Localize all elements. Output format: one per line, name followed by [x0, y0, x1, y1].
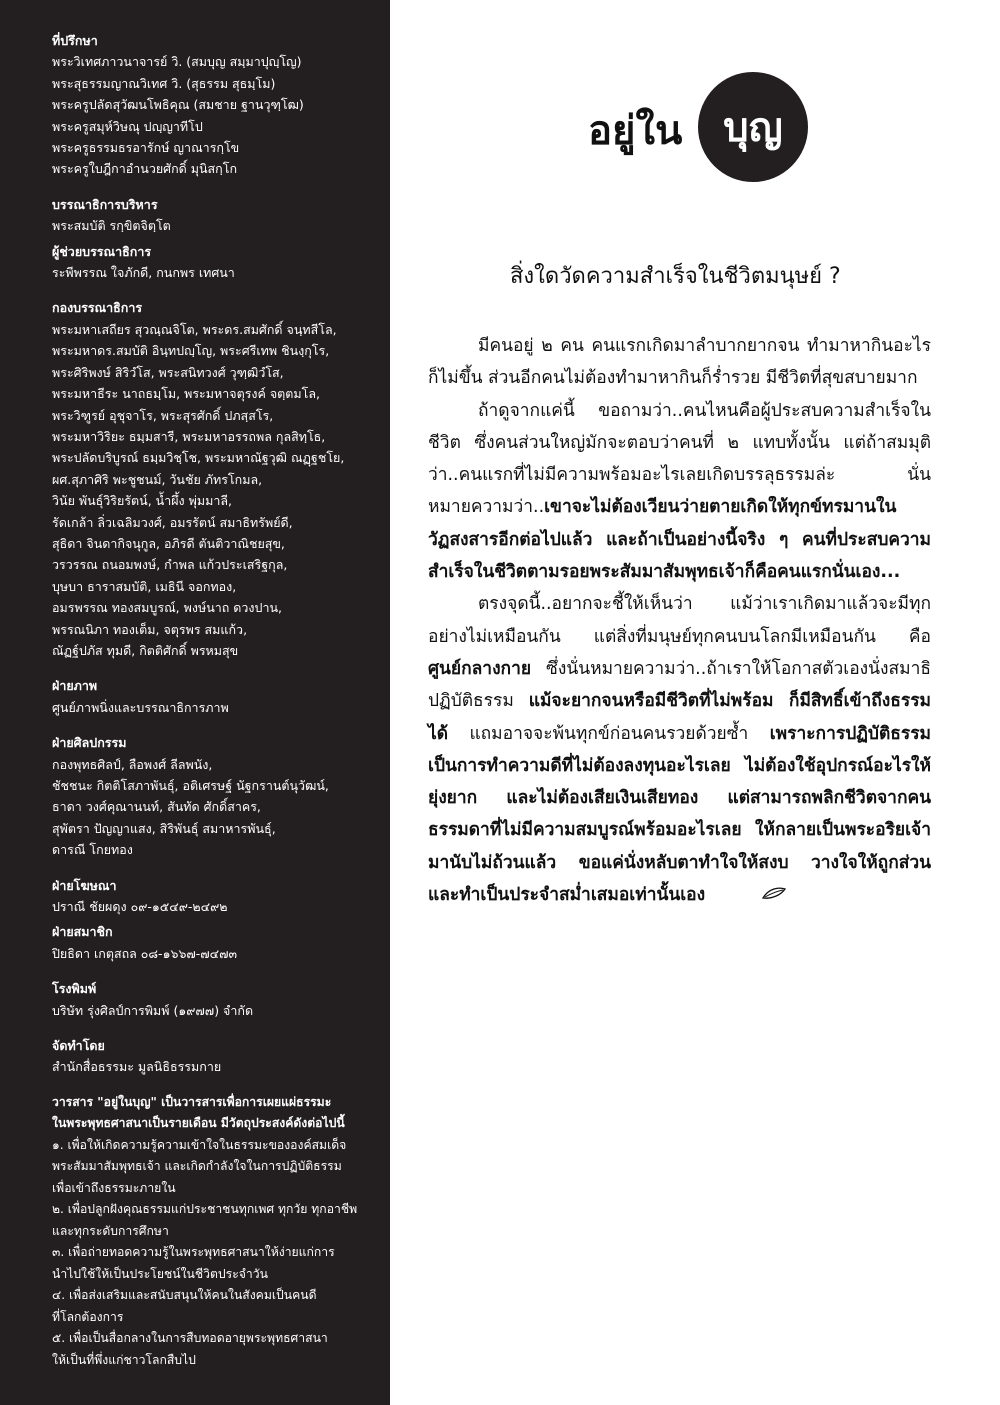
credit-line: ระพีพรรณ ใจภักดี, กนกพร เทศนา [52, 265, 235, 281]
credit-line: วรวรรณ ถนอมพงษ์, กำพล แก้วประเสริฐกุล, [52, 557, 288, 573]
section-heading: ฝ่ายโฆษณา [52, 877, 117, 893]
section-heading: ที่ปรึกษา [52, 33, 98, 48]
producer-section [52, 1035, 376, 1078]
credit-line: พรรณนิภา ทองเต็ม, จตุรพร สมแก้ว, [52, 621, 248, 637]
credit-line: บริษัท รุ่งศิลป์การพิมพ์ (๑๙๗๗) จำกัด [52, 1002, 254, 1018]
credit-line: พระครูปลัดสุวัฒนโพธิคุณ (สมชาย ฐานวุฑฺโฒ) [52, 97, 304, 113]
section-heading: ฝ่ายภาพ [52, 678, 98, 694]
credit-line: วินัย พันธุ์วิริยรัตน์, น้ำผึ้ง พุ่มมาลี, [52, 493, 232, 509]
paragraph-3-bold-a: ศูนย์กลางกาย [428, 658, 532, 679]
mission-section [52, 1092, 376, 1372]
paragraph-3-text-a: ตรงจุดนี้..อยากจะชี้ให้เห็นว่า แม้ว่าเราเกิดมาแล้วจะมีทุกอย่างไม่เหมือนกัน แต่สิ่งที่มนุษย์ทุกคนบนโลกมีเหมือนกัน คือ [428, 594, 931, 647]
credit-line: พระมหาเสถียร สุวณฺณจิโต, พระดร.สมศักดิ์ จนฺทสีโล, [52, 321, 337, 337]
credit-line: พระปลัดบริบูรณ์ ธมฺมวิชฺโช, พระมหาณัฐวุฒิ ณฏฺฐชโย, [52, 450, 345, 466]
mission-item: ๑. เพื่อให้เกิดความรู้ความเข้าใจในธรรมะขององค์สมเด็จ [52, 1137, 347, 1152]
credit-line: พระครูใบฎีกาอำนวยศักดิ์ มุนิสกฺโก [52, 161, 238, 177]
credit-line: สุพัตรา ปัญญาแสง, สิริพันธุ์ สมาหารพันธุ์, [52, 820, 276, 836]
credit-line: ผศ.สุภาศิริ พะชูชนม์, วันชัย ภัทรโกมล, [52, 471, 263, 487]
credit-line: ศูนย์ภาพนิ่งและบรรณาธิการภาพ [52, 699, 229, 715]
credit-line: ปิยธิดา เกตุสถล ๐๘-๑๖๖๗-๗๔๗๓ [52, 945, 238, 961]
paragraph-3 [428, 588, 931, 911]
leaf-end-icon [711, 879, 787, 911]
credit-line: สำนักสื่อธรรมะ มูลนิธิธรรมกาย [52, 1059, 222, 1075]
credit-line: พระสมบัติ รกฺขิตจิตฺโต [52, 218, 171, 234]
credit-line: ปราณี ชัยผดุง ๐๙-๑๕๔๙-๒๔๙๒ [52, 899, 228, 915]
photo-section [52, 675, 376, 718]
credit-line: บุษบา ธาราสมบัติ, เมธินี จอกทอง, [52, 578, 237, 594]
section-heading: จัดทำโดย [52, 1038, 105, 1054]
executive-editor-section [52, 194, 376, 237]
logo-circle-word: บุญ [723, 104, 783, 151]
credit-line: พระวิเทศภาวนาจารย์ วิ. (สมบุญ สมฺมาปุญฺโญ) [52, 54, 302, 70]
paragraph-2-bold: เขาจะไม่ต้องเวียนว่ายตายเกิดให้ทุกข์ทรมานในวัฏสงสารอีกต่อไปแล้ว และถ้าเป็นอย่างนี้จริง ๆ คนที่ประสบความสำเร็จในชีวิตตามรอยพระสัมมาสัมพุทธเจ้าก็คือคนแรกนั่นเอง... [428, 497, 931, 583]
credit-line: พระมหาธีระ นาถธมฺโม, พระมหาจตุรงค์ จตฺตมโล, [52, 386, 321, 402]
mission-heading-2: ในพระพุทธศาสนาเป็นรายเดือน มีวัตถุประสงค์ดังต่อไปนี้ [52, 1116, 345, 1131]
mission-item: เพื่อเข้าถึงธรรมะภายใน [52, 1180, 176, 1195]
credit-line: ณัฏฐ์ปภัส ทุมดี, กิตติศักดิ์ พรหมสุข [52, 642, 239, 658]
logo-word: อยู่ใน [588, 107, 683, 154]
assistant-editor-section [52, 241, 376, 284]
section-heading: โรงพิมพ์ [52, 981, 97, 997]
paragraph-2 [428, 395, 931, 589]
advertising-section [52, 875, 376, 918]
credit-line: รัดเกล้า ลิ่วเฉลิมวงศ์, อมรรัตน์ สมาธิทรัพย์ดี, [52, 514, 293, 530]
mission-item: นำไปใช้ให้เป็นประโยชน์ในชีวิตประจำวัน [52, 1266, 268, 1281]
logo-circle [698, 72, 808, 182]
sidebar-credits [0, 0, 390, 1405]
credit-line: พระครูสมุห์วิษณุ ปญฺญาทีโป [52, 118, 203, 134]
credit-line: พระสุธรรมญาณวิเทศ วิ. (สุธรรม สุธมฺโม) [52, 75, 276, 91]
section-heading: ผู้ช่วยบรรณาธิการ [52, 243, 152, 259]
credit-line: ดารณี โกยทอง [52, 842, 133, 858]
credit-line: ชัชชนะ กิตติโสภาพันธุ์, อติเศรษฐ์ นัฐกรานต์นุวัฒน์, [52, 778, 329, 793]
mission-item: และทุกระดับการศึกษา [52, 1223, 169, 1238]
section-heading: กองบรรณาธิการ [52, 300, 143, 316]
mission-heading-1: วารสาร "อยู่ในบุญ" เป็นวารสารเพื่อการเผยแผ่ธรรมะ [52, 1094, 332, 1109]
paragraph-3-text-b: ซึ่งนั่นหมายความว่า..ถ้าเราให้โอกาสตัวเองนั่งสมาธิปฏิบัติธรรม [428, 658, 931, 712]
mission-item: ๒. เพื่อปลูกฝังคุณธรรมแก่ประชาชนทุกเพศ ทุกวัย ทุกอาชีพ [52, 1202, 358, 1217]
art-section [52, 732, 376, 860]
credit-line: พระศิริพงษ์ สิริวํโส, พระสนิทวงศ์ วุฑฺฒิวํโส, [52, 364, 284, 380]
article-body [428, 330, 931, 912]
mission-item: ๓. เพื่อถ่ายทอดความรู้ในพระพุทธศาสนาให้ง่ายแก่การ [52, 1245, 335, 1260]
paragraph-1: มีคนอยู่ ๒ คน คนแรกเกิดมาลำบากยากจน ทำมาหากินอะไรก็ไม่ขึ้น ส่วนอีกคนไม่ต้องทำมาหากินก็ร่ำรวย มีชีวิตที่สุขสบายมาก [428, 336, 931, 389]
main-article [390, 0, 1000, 1405]
mission-item: ๔. เพื่อส่งเสริมและสนับสนุนให้คนในสังคมเป็นคนดี [52, 1288, 317, 1303]
credit-line: พระครูธรรมธรอารักษ์ ญาณารกฺโข [52, 140, 240, 156]
credit-line: ธาดา วงศ์คุณานนท์, สันทัด ศักดิ์สาคร, [52, 799, 261, 815]
advisors-section [52, 30, 376, 180]
paragraph-3-text-c: แถมอาจจะพ้นทุกข์ก่อนคนรวยด้วยซ้ำ [448, 723, 770, 744]
credit-line: พระมหาดร.สมบัติ อินฺทปญฺโญ, พระศรีเทพ ชินงฺกุโร, [52, 343, 330, 359]
mission-item: ให้เป็นที่พึ่งแก่ชาวโลกสืบไป [52, 1352, 196, 1367]
section-heading: ฝ่ายศิลปกรรม [52, 735, 127, 751]
credit-line: กองพุทธศิลป์, ลือพงศ์ ลีลพนัง, [52, 756, 213, 772]
mission-item: ที่โลกต้องการ [52, 1309, 124, 1324]
section-heading: บรรณาธิการบริหาร [52, 196, 158, 212]
credit-line: พระมหาวิริยะ ธมฺมสารี, พระมหาอรรถพล กุลสิทฺโธ, [52, 428, 326, 444]
section-heading: ฝ่ายสมาชิก [52, 924, 113, 940]
printer-section [52, 978, 376, 1021]
paragraph-3-bold-b: แม้จะยากจนหรือมีชีวิตที่ไม่พร้อม ก็มีสิทธิ์เข้าถึงธรรมได้ [428, 691, 931, 744]
article-title: สิ่งใดวัดความสำเร็จในชีวิตมนุษย์ ? [510, 264, 841, 289]
credit-line: พระวิฑูรย์ อุชุจาโร, พระสุรศักดิ์ ปภสฺสโร, [52, 407, 274, 423]
credit-line: สุธิดา จินดากิจนุกูล, อภิรดี ตันติวาณิชยสุข, [52, 535, 285, 551]
paragraph-3-bold-c: เพราะการปฏิบัติธรรมเป็นการทำความดีที่ไม่ต้องลงทุนอะไรเลย ไม่ต้องใช้อุปกรณ์อะไรให้ยุ่งยาก และไม่ต้องเสียเงินเสียทอง แต่สามารถพลิกชีวิตจากคนธรรมดาที่ไม่มีความสมบูรณ์พร้อมอะไรเลย ให้กลายเป็นพระอริยเจ้ามานับไม่ถ้วนแล้ว ขอแค่นั่งหลับตาทำใจให้สงบ วางใจให้ถูกส่วน และทำเป็นประจำสม่ำเสมอเท่านั้นเอง [428, 723, 931, 906]
members-section [52, 921, 376, 964]
credit-line: อมรพรรณ ทองสมบูรณ์, พงษ์นาถ ดวงปาน, [52, 600, 283, 616]
mission-list [52, 1135, 376, 1372]
magazine-logo [588, 72, 818, 182]
mission-item: ๕. เพื่อเป็นสื่อกลางในการสืบทอดอายุพระพุทธศาสนา [52, 1331, 328, 1346]
paragraph-2-text: ถ้าดูจากแค่นี้ ขอถามว่า..คนไหนคือผู้ประสบความสำเร็จในชีวิต ซึ่งคนส่วนใหญ่มักจะตอบว่าคนที่ ๒ แทบทั้งนั้น แต่ถ้าสมมุติว่า..คนแรกที่ไม่มีความพร้อมอะไรเลยเกิดบรรลุธรรมล่ะ นั่นหมายความว่า.. [428, 400, 931, 518]
mission-item: พระสัมมาสัมพุทธเจ้า และเกิดกำลังใจในการปฏิบัติธรรม [52, 1159, 342, 1174]
editorial-board-section [52, 297, 376, 661]
